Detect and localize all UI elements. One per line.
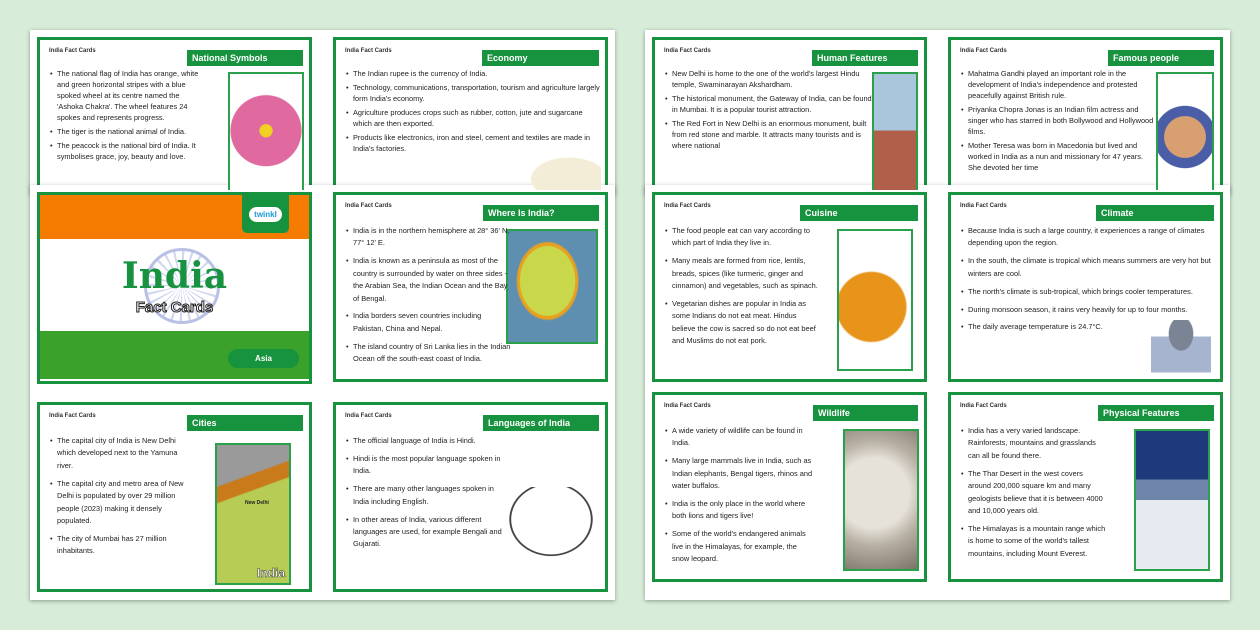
map-label: India <box>256 566 285 580</box>
card-title: Wildlife <box>813 405 918 422</box>
bullet-list <box>346 435 506 556</box>
bullet-item: • The historical monument, the Gateway of India, can be found in Mumbai. It is a popular tourist attraction. <box>665 93 875 115</box>
bullet-item: • The capital city and metro area of New Delhi is populated by over 29 million people (2023) making it densely populated. <box>50 478 190 528</box>
fact-card-where-is-india <box>333 192 608 382</box>
red-fort-icon <box>872 72 918 190</box>
bullet-item: • India is the only place in the world where both lions and tigers live! <box>665 498 815 523</box>
snow-leopard-icon <box>843 429 919 571</box>
lotus-flower-icon <box>228 72 304 190</box>
bullet-item: • Many meals are formed from rice, lentils, breads, spices (like turmeric, ginger and cinnamon) and vegetables, such as spinach. <box>665 255 820 292</box>
card-header: India Fact Cards <box>49 413 96 419</box>
bullet-item: • Mother Teresa was born in Macedonia but lived and worked in India as a nun and missionary for 47 years. She devoted her time <box>961 140 1156 173</box>
bullet-item: • During monsoon season, it rains very heavily for up to four months. <box>961 304 1216 316</box>
fact-card-physical-features <box>948 392 1223 582</box>
bullet-item: • The national flag of India has orange, white and green horizontal stripes with a blue spoked wheel at its centre named the 'Ashoka Chakra'. The wheel features 24 spokes and represents progress. <box>50 68 200 123</box>
cover-title: India <box>121 255 228 297</box>
card-header: India Fact Cards <box>960 403 1007 409</box>
bullet-item: • In other areas of India, various different languages are used, for example Bengali and Gujarati. <box>346 514 506 551</box>
bullet-item: • The Thar Desert in the west covers around 200,000 square km and many geologists believe that it is between 4000 and 10,000 years old. <box>961 468 1106 518</box>
map-label: New Delhi <box>245 500 269 506</box>
bullet-item: • Priyanka Chopra Jonas is an Indian film actress and singer who has starred in both Bollywood and Hollywood films. <box>961 104 1156 137</box>
fact-card-cities <box>37 402 312 592</box>
card-title: Languages of India <box>483 415 599 432</box>
bullet-item: • A wide variety of wildlife can be found in India. <box>665 425 815 450</box>
bullet-item: • Some of the world's endangered animals live in the Himalayas, for example, the snow leopard. <box>665 528 815 565</box>
bullet-item: • The Himalayas is a mountain range which is home to some of the world's tallest mountains, including Mount Everest. <box>961 523 1106 560</box>
bullet-list <box>50 435 190 563</box>
bullet-list <box>961 68 1156 176</box>
bullet-item: • The north's climate is sub-tropical, which brings cooler temperatures. <box>961 286 1216 298</box>
mother-teresa-icon <box>1156 72 1214 190</box>
bullet-item: • Technology, communications, transportation, tourism and agriculture largely form India's economy. <box>346 82 601 104</box>
bullet-item: • New Delhi is home to the one of the world's largest Hindu temple, Swaminarayan Akshardham. <box>665 68 875 90</box>
card-header: India Fact Cards <box>960 48 1007 54</box>
fact-card-national-symbols <box>37 37 312 190</box>
bullet-item: • The peacock is the national bird of India. It symbolises grace, joy, beauty and love. <box>50 140 200 162</box>
bullet-item: • Vegetarian dishes are popular in India as some Indians do not eat meat. Hindus believe the cow is sacred so do not eat beef and Muslims do not eat pork. <box>665 298 820 348</box>
region-badge: Asia <box>228 349 299 368</box>
fact-card-human-features <box>652 37 927 190</box>
bullet-item: • The official language of India is Hindi. <box>346 435 506 447</box>
bullet-item: • India is known as a peninsula as most of the country is surrounded by water on three sides - the Arabian Sea, the Indian Ocean and the Bay of Bengal. <box>346 255 511 305</box>
bullet-item: • The capital city of India is New Delhi which developed next to the Yamuna river. <box>50 435 190 472</box>
card-header: India Fact Cards <box>664 203 711 209</box>
delhi-map-icon <box>215 443 291 585</box>
card-title: Climate <box>1096 205 1214 222</box>
fact-card-wildlife <box>652 392 927 582</box>
bullet-item: • India borders seven countries including Pakistan, China and Nepal. <box>346 310 511 335</box>
card-title: Famous people <box>1108 50 1214 67</box>
bullet-list <box>665 68 875 154</box>
bullet-list <box>50 68 200 165</box>
card-title: Cities <box>187 415 303 432</box>
twinkl-logo <box>242 195 289 233</box>
bullet-item: • Many large mammals live in India, such as Indian elephants, Bengal tigers, rhinos and water buffalos. <box>665 455 815 492</box>
bullet-item: • Mahatma Gandhi played an important role in the development of India's independence and protested peacefully against British rule. <box>961 68 1156 101</box>
card-header: India Fact Cards <box>345 203 392 209</box>
bullet-item: • The city of Mumbai has 27 million inhabitants. <box>50 533 190 558</box>
india-map-icon <box>506 229 598 344</box>
bullet-item: • There are many other languages spoken in India including English. <box>346 483 506 508</box>
fact-card-famous-people <box>948 37 1223 190</box>
bullet-item: • Hindi is the most popular language spoken in India. <box>346 453 506 478</box>
shirt-icon <box>521 152 601 190</box>
cover-card <box>37 192 312 384</box>
bullet-item: • Products like electronics, iron and steel, cement and textiles are made in India's factories. <box>346 132 601 154</box>
bullet-item: • India is in the northern hemisphere at 28° 36' N, 77° 12' E. <box>346 225 511 250</box>
card-header: India Fact Cards <box>345 48 392 54</box>
bullet-item: • In the south, the climate is tropical which means summers are very hot but winters are cool. <box>961 255 1216 280</box>
bullet-item: • The island country of Sri Lanka lies in the Indian Ocean off the south-east coast of India. <box>346 341 511 366</box>
bullet-list <box>961 225 1216 339</box>
bullet-item: • The daily average temperature is 24.7°C. <box>961 321 1216 333</box>
card-title: Where Is India? <box>483 205 599 222</box>
bullet-list <box>665 425 815 571</box>
fact-card-languages <box>333 402 608 592</box>
card-title: Cuisine <box>800 205 918 222</box>
card-title: Economy <box>482 50 599 67</box>
turmeric-icon <box>837 229 913 371</box>
card-title: Human Features <box>812 50 918 67</box>
fact-card-economy <box>333 37 608 190</box>
cover-subtitle: Fact Cards <box>135 299 214 316</box>
bullet-item: • The food people eat can vary according to which part of India they live in. <box>665 225 820 250</box>
card-title: Physical Features <box>1098 405 1214 422</box>
bullet-item: • The tiger is the national animal of India. <box>50 126 200 137</box>
fact-card-cuisine <box>652 192 927 382</box>
bullet-list <box>665 225 820 353</box>
mount-everest-icon <box>1134 429 1210 571</box>
card-header: India Fact Cards <box>960 203 1007 209</box>
bullet-item: • India has a very varied landscape. Rainforests, mountains and grasslands can all be found there. <box>961 425 1106 462</box>
bullet-item: • Agriculture produces crops such as rubber, cotton, jute and sugarcane which are then exported. <box>346 107 601 129</box>
card-header: India Fact Cards <box>664 48 711 54</box>
bullet-item: • The Indian rupee is the currency of India. <box>346 68 601 79</box>
bullet-list <box>346 225 511 371</box>
speech-bubble-icon <box>506 487 596 559</box>
fact-card-climate <box>948 192 1223 382</box>
card-header: India Fact Cards <box>49 48 96 54</box>
card-header: India Fact Cards <box>345 413 392 419</box>
bullet-list <box>346 68 601 157</box>
bullet-list <box>961 425 1106 566</box>
card-header: India Fact Cards <box>664 403 711 409</box>
logo-text: twinkl <box>249 207 282 222</box>
card-title: National Symbols <box>187 50 303 67</box>
bullet-item: • Because India is such a large country, it experiences a range of climates depending upon the region. <box>961 225 1216 250</box>
bullet-item: • The Red Fort in New Delhi is an enormous monument, built from red stone and marble. It attracts many tourists and is where national <box>665 118 875 151</box>
